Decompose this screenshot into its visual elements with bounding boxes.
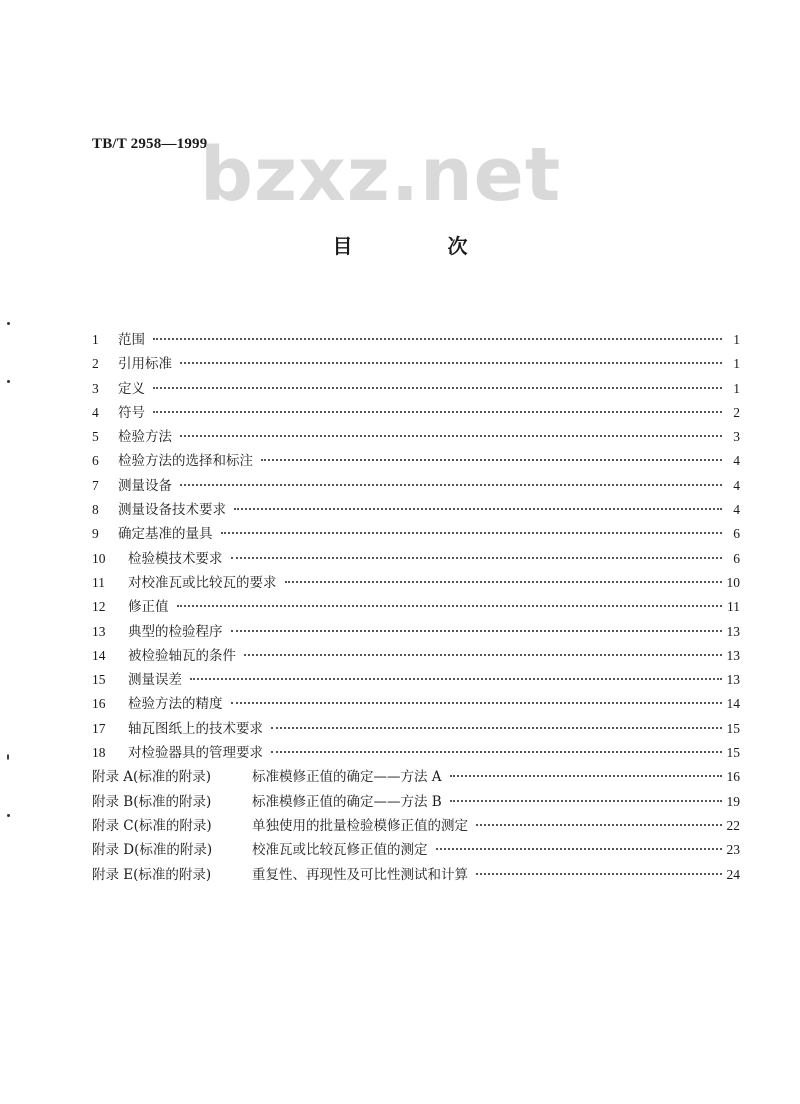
toc-entry-page: 6 [733, 526, 740, 542]
toc-entry [92, 595, 740, 619]
toc-entry-number: 14 [92, 647, 106, 663]
dot-leader [180, 484, 722, 486]
toc-entry-number: 1 [92, 332, 99, 347]
toc-entry-page: 24 [726, 866, 740, 882]
dot-leader [476, 873, 722, 875]
toc-entry [92, 692, 740, 716]
toc-entry [92, 717, 740, 741]
scan-speck [7, 322, 10, 325]
toc-entry-number: 3 [92, 380, 99, 396]
toc-entry-title: 检验方法的精度 [128, 696, 223, 713]
page-title: 目 次 [332, 234, 512, 258]
toc-entry-page: 4 [733, 502, 740, 518]
toc-entry-title: 检验方法的选择和标注 [118, 453, 253, 470]
toc-entry-page: 22 [726, 817, 740, 833]
dot-leader [436, 848, 723, 850]
dot-leader [153, 411, 722, 413]
toc-entry-number: 9 [92, 526, 99, 542]
toc-entry-title: 引用标准 [118, 356, 172, 373]
toc-entry-page: 3 [733, 429, 740, 445]
toc-appendix-entry [92, 838, 740, 862]
toc-entry-number: 11 [92, 574, 105, 590]
dot-leader [271, 751, 722, 753]
toc-entry-number: 10 [92, 550, 106, 566]
toc-entry-number: 2 [92, 356, 99, 372]
toc-entry [92, 474, 740, 498]
toc-entry-title: 检验方法 [118, 429, 172, 446]
dot-leader [450, 775, 722, 777]
toc-entry-page: 2 [733, 404, 740, 420]
toc-entry-page: 6 [733, 550, 740, 566]
toc-entry-title: 确定基准的量具 [118, 526, 213, 543]
toc-entry [92, 741, 740, 765]
toc-entry-title: 对校准瓦或比较瓦的要求 [128, 574, 277, 591]
dot-leader [153, 387, 722, 389]
toc-entry [92, 620, 740, 644]
toc-entry-page: 1 [733, 356, 740, 372]
toc-entry-title: 轴瓦图纸上的技术要求 [128, 720, 263, 737]
dot-leader [234, 508, 722, 510]
toc-entry-title: 测量误差 [128, 672, 182, 689]
toc-entry [92, 644, 740, 668]
toc-entry-page: 13 [726, 672, 740, 688]
toc-entry-number: 13 [92, 623, 106, 639]
scan-speck [7, 380, 10, 383]
toc-entry-number: 8 [92, 502, 99, 518]
toc-entry-title: 单独使用的批量检验模修正值的测定 [252, 817, 468, 834]
toc-entry-number: 18 [92, 745, 106, 761]
toc-entry-title: 标准模修正值的确定——方法 B [252, 793, 442, 810]
watermark: bzxz.net [200, 132, 562, 218]
toc-entry-title: 检验模技术要求 [128, 550, 223, 567]
standard-code: TB/T 2958—1999 [92, 136, 208, 152]
toc-entry-title: 校准瓦或比较瓦修正值的测定 [252, 842, 428, 859]
dot-leader [177, 605, 723, 607]
toc-appendix-prefix: 附录 C(标准的附录) [92, 817, 212, 834]
toc-appendix-entry [92, 790, 740, 814]
dot-leader [476, 824, 722, 826]
toc-entry-number: 12 [92, 599, 106, 615]
toc-entry-page: 14 [726, 696, 740, 712]
dot-leader [153, 338, 722, 340]
toc-entry-title: 典型的检验程序 [128, 623, 223, 640]
dot-leader [180, 362, 722, 364]
toc-entry [92, 425, 740, 449]
toc-entry-page: 13 [726, 647, 740, 663]
toc-appendix-prefix: 附录 A(标准的附录) [92, 769, 212, 786]
toc-appendix-prefix: 附录 E(标准的附录) [92, 866, 212, 883]
toc-entry [92, 401, 740, 425]
toc-entry [92, 522, 740, 546]
toc-entry-page: 19 [726, 793, 740, 809]
dot-leader [450, 800, 722, 802]
toc-entry-page: 13 [726, 623, 740, 639]
toc-entry-title: 定义 [118, 380, 145, 397]
dot-leader [271, 727, 722, 729]
toc-entry [92, 571, 740, 595]
toc-appendix-entry [92, 863, 740, 887]
toc-entry [92, 547, 740, 571]
toc-entry-title: 标准模修正值的确定——方法 A [252, 769, 442, 786]
dot-leader [231, 557, 723, 559]
toc-appendix-prefix: 附录 B(标准的附录) [92, 793, 212, 810]
dot-leader [221, 532, 723, 534]
dot-leader [244, 654, 722, 656]
toc-entry-number: 6 [92, 453, 99, 469]
toc-entry-number: 17 [92, 720, 106, 736]
toc-entry-page: 23 [726, 842, 740, 858]
dot-leader [285, 581, 723, 583]
toc-entry-title: 被检验轴瓦的条件 [128, 647, 236, 664]
toc-entry-title: 范围 [118, 332, 145, 348]
toc-entry-page: 4 [733, 453, 740, 469]
toc-entry-page: 11 [727, 599, 740, 615]
dot-leader [190, 678, 722, 680]
toc-entry-page: 16 [726, 769, 740, 785]
scan-speck [7, 754, 9, 760]
toc-entry-page: 10 [726, 574, 740, 590]
toc-entry-page: 1 [733, 332, 740, 347]
toc-entry-number: 16 [92, 696, 106, 712]
toc-entry-number: 4 [92, 404, 99, 420]
toc-entry-page: 4 [733, 477, 740, 493]
toc-entry [92, 328, 740, 352]
scan-speck [7, 814, 10, 817]
toc-entry-title: 重复性、再现性及可比性测试和计算 [252, 866, 468, 883]
toc-entry-title: 测量设备技术要求 [118, 502, 226, 519]
toc-entry-number: 7 [92, 477, 99, 493]
toc-entry [92, 668, 740, 692]
dot-leader [231, 702, 723, 704]
toc-entry-title: 符号 [118, 404, 145, 421]
toc-entry-number: 15 [92, 672, 106, 688]
table-of-contents [92, 328, 740, 887]
dot-leader [180, 435, 722, 437]
dot-leader [231, 630, 723, 632]
dot-leader [261, 459, 722, 461]
toc-appendix-prefix: 附录 D(标准的附录) [92, 842, 213, 859]
toc-entry [92, 498, 740, 522]
toc-entry [92, 377, 740, 401]
toc-entry [92, 449, 740, 473]
toc-appendix-entry [92, 765, 740, 789]
toc-entry-title: 修正值 [128, 599, 169, 616]
toc-entry-page: 15 [726, 720, 740, 736]
toc-entry-number: 5 [92, 429, 99, 445]
toc-entry-page: 1 [733, 380, 740, 396]
toc-entry-title: 对检验器具的管理要求 [128, 745, 263, 762]
toc-entry-page: 15 [726, 745, 740, 761]
toc-entry [92, 352, 740, 376]
toc-entry-title: 测量设备 [118, 477, 172, 494]
toc-appendix-entry [92, 814, 740, 838]
